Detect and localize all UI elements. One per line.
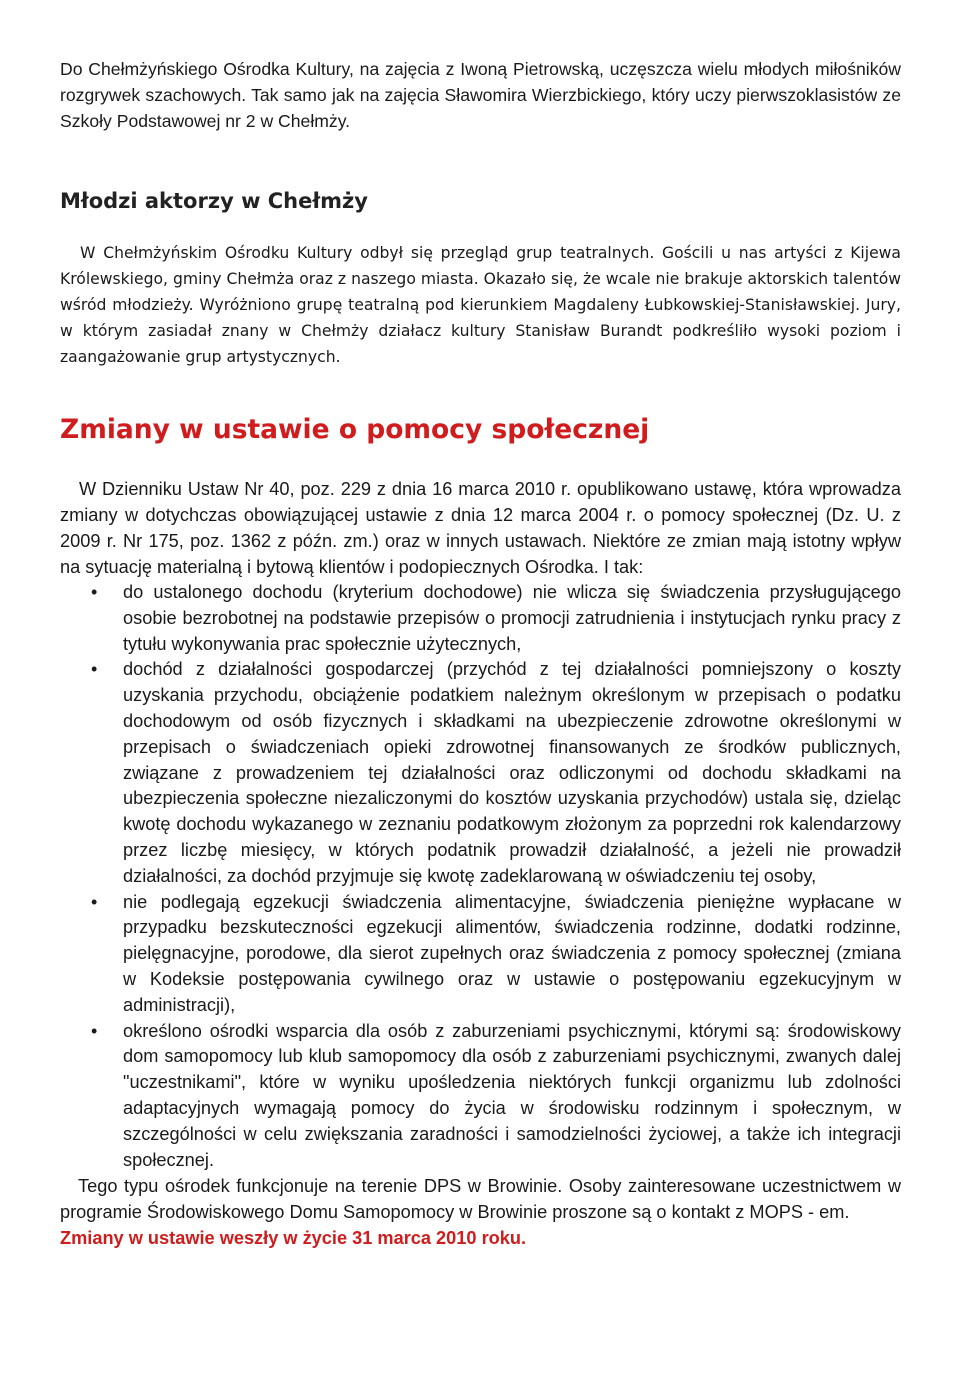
list-item: [60, 580, 901, 657]
law-paragraph: W Dzienniku Ustaw Nr 40, poz. 229 z dnia 16 marca 2010 r. opublikowano ustawę, która wprowadza zmiany w dotychczas obowiązującej ustawie z dnia 12 marca 2004 r. o pomocy społecznej (Dz. U. z 2009 r. Nr 175, poz. 1362 z późn. zm.) oraz w innych ustawach. Niektóre ze zmian mają istotny wpływ na sytuację materialną i bytową klientów i podopiecznych Ośrodka. I tak:: [60, 479, 901, 577]
document-page: [60, 56, 901, 1251]
effective-date-note: Zmiany w ustawie weszły w życie 31 marca 2010 roku.: [60, 1228, 527, 1249]
list-item-text: określono ośrodki wsparcia dla osób z zaburzeniami psychicznymi, którymi są: środowiskowy dom samopomocy lub klub samopomocy dla osób z zaburzeniami psychicznymi, zwanych dalej "uczestnikami", które w wyniku upośledzenia niektórych funkcji organizmu lub zdolności adaptacyjnych wymagają pomocy do życia w środowisku rodzinnym i społecznym, w szczególności w celu zwiększania zaradności i samodzielności życiowej, a także ich integracji społecznej.: [123, 1020, 901, 1170]
list-item: [60, 1019, 901, 1174]
section-heading-theatre: Młodzi aktorzy w Chełmży: [60, 189, 368, 213]
bullet-icon: •: [91, 1020, 98, 1041]
changes-list: [60, 580, 901, 1173]
list-item: [60, 890, 901, 1019]
list-item-text: nie podlegają egzekucji świadczenia alimentacyjne, świadczenia pieniężne wypłacane w przypadku bezskuteczności egzekucji alimentów, świadczenia rodzinne, dodatki rodzinne, pielęgnacyjne, porodowe, dla sierot zupełnych oraz świadczenia z pomocy społecznej (zmiana w Kodeksie postępowania cywilnego oraz w ustawie o postępowaniu egzekucyjnym w administracji),: [123, 891, 901, 1015]
intro-paragraph: Do Chełmżyńskiego Ośrodka Kultury, na zajęcia z Iwoną Pietrowską, uczęszcza wielu młodych miłośników rozgrywek szachowych. Tak samo jak na zajęcia Sławomira Wierzbickiego, który uczy pierwszoklasistów ze Szkoły Podstawowej nr 2 w Chełmży.: [60, 59, 901, 131]
list-item: [60, 657, 901, 889]
bullet-icon: •: [91, 659, 98, 680]
bullet-icon: •: [91, 582, 98, 602]
closing-paragraph: Tego typu ośrodek funkcjonuje na terenie DPS w Browinie. Osoby zainteresowane uczestnictwem w programie Środowiskowego Domu Samopomocy w Browinie proszone są o kontakt z MOPS - em.: [60, 1176, 901, 1223]
list-item-text: dochód z działalności gospodarczej (przychód z tej działalności pomniejszony o koszty uzyskania przychodu, obciążenie podatkiem należnym określonym w przepisach o podatku dochodowym od osób fizycznych i składkami na ubezpieczenie zdrowotne określonymi w przepisach o świadczeniach opieki zdrowotnej finansowanych ze środków publicznych, związane z prowadzeniem tej działalności oraz odliczonymi od dochodu składkami na ubezpieczenia społeczne niezaliczonymi do kosztów uzyskania przychodów) ustala się, dzieląc kwotę dochodu wykazanego w zeznaniu podatkowym złożonym za poprzedni rok kalendarzowy przez liczbę miesięcy, w których podatnik prowadził działalność, a jeżeli nie prowadził działalności, za dochód przyjmuje się kwotę zadeklarowaną w oświadczeniu tej osoby,: [123, 659, 901, 886]
bullet-icon: •: [91, 891, 98, 912]
theatre-paragraph: W Chełmżyńskim Ośrodku Kultury odbył się przegląd grup teatralnych. Gościli u nas artyści z Kijewa Królewskiego, gminy Chełmża oraz z naszego miasta. Okazało się, że wcale nie brakuje aktorskich talentów wśród młodzieży. Wyróżniono grupę teatralną pod kierunkiem Magdaleny Łubkowskiej-Stanisławskiej. Jury, w którym zasiadał znany w Chełmży działacz kultury Stanisław Burandt podkreśliło wysoki poziom i zaangażowanie grup artystycznych.: [60, 244, 901, 366]
section-heading-law: Zmiany w ustawie o pomocy społecznej: [60, 414, 650, 445]
list-item-text: do ustalonego dochodu (kryterium dochodowe) nie wlicza się świadczenia przysługującego osobie bezrobotnej na podstawie przepisów o promocji zatrudnienia i instytucjach rynku pracy z tytułu wykonywania prac społecznie użytecznych,: [123, 582, 901, 654]
